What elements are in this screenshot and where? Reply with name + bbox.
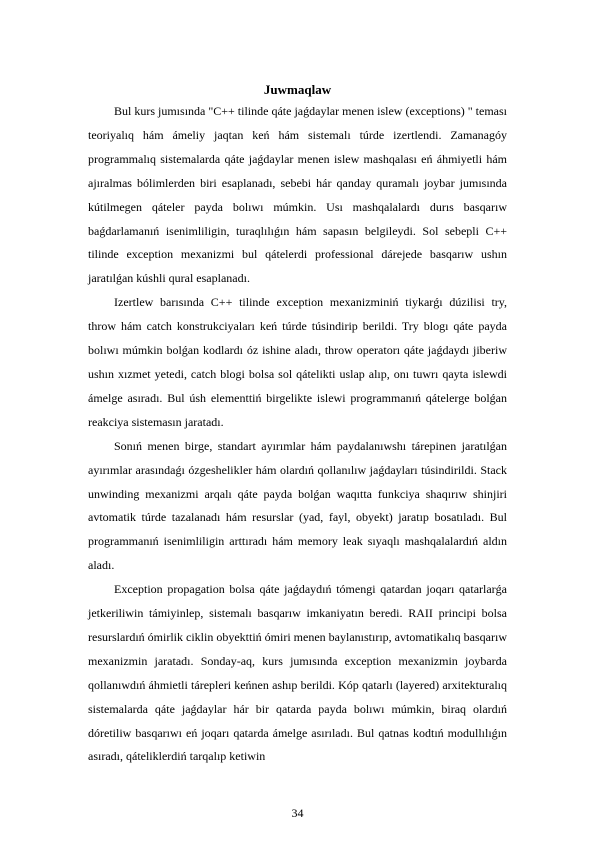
section-title: Juwmaqlaw bbox=[263, 82, 332, 97]
paragraph-4: Exception propagation bolsa qáte jaǵdaydıń tómengi qatardan joqarı qatarlarǵa jetkeriliwin támiyinlep, sistemalı basqarıw imkaniyatın beredi. RAII principi bolsa resurslardıń ómirlik ciklin obyekttiń ómiri menen baylanıstırıp, avtomatikalıq basqarıw mexanizmin jaratadı. Sonday-aq, kurs jumısında exception mexanizmin joybarda qollanıwdıń áhmietli tárepleri keńnen ashıp berildi. Kóp qatarlı (layered) arxitekturalıq sistemalarda qáte jaǵdaylar hár bir qatarda payda bolıwı múmkin, biraq olardıń dóretiliw basqarıwı eń joqarı qatarda ámelge asırıladı. Bul qatnas kodtıń modullılıǵın asıradı, qáteliklerdiń tarqalıp ketiwin bbox=[88, 582, 507, 764]
paragraph-3: Sonıń menen birge, standart ayırımlar hám paydalanıwshı tárepinen jaratılǵan ayırımlar arasındaǵı ózgeshelikler hám olardıń qollanılıw jaǵdayları túsindirildi. Stack unwinding mexanizmi arqalı qáte payda bolǵan waqıtta funkciya shaqırıw shinjiri avtomatik túrde tazalanadı hám resurslar (yad, fayl, obyekt) jaratıp bosatıladı. Bul programmanıń isenimliligin arttıradı hám memory leak sıyaqlı mashqalalardıń aldın aladı. bbox=[88, 438, 507, 573]
page-number: 34 bbox=[291, 806, 304, 820]
paragraph-1: Bul kurs jumısında "C++ tilinde qáte jaǵdaylar menen islew (exceptions) " teması teoriyalıq hám ámeliy jaqtan keń hám sistemalı túrde izertlendi. Zamanagóy programmalıq sistemalarda qáte jaǵdaylar menen islew mashqalası eń áhmiyetli hám ajıralmas bólimlerden biri esaplanadı, sebebi hár qanday quramalı joybar jumısında kútilmegen qáteler payda bolıwı múmkin. Usı mashqalalardı durıs basqarıw baǵdarlamanıń isenimliligin, turaqlılıǵın hám sapasın belgileydi. Sol sebepli C++ tilinde exception mexanizmi bul qátelerdi professional dárejede basqarıw ushın jaratılǵan kúshli qural esaplanadı. bbox=[88, 104, 507, 286]
body-text bbox=[88, 100, 507, 769]
paragraph-2: Izertlew barısında C++ tilinde exception mexanizminiń tiykarǵı dúzilisi try, throw hám catch konstrukciyaları keń túrde túsindirip berildi. Try blogı qáte payda bolıwı múmkin bolǵan kodlardı óz ishine aladı, throw operatorı qáte jaǵdaydı jiberiw ushın xızmet yetedi, catch blogi bolsa sol qátelikti uslap alıp, onı tuwrı qayta islewdi ámelge asıradı. Bul úsh elementtiń birgelikte islewi programmanıń qátelerge bolǵan reakciya sistemasın jaratadı. bbox=[88, 295, 507, 429]
